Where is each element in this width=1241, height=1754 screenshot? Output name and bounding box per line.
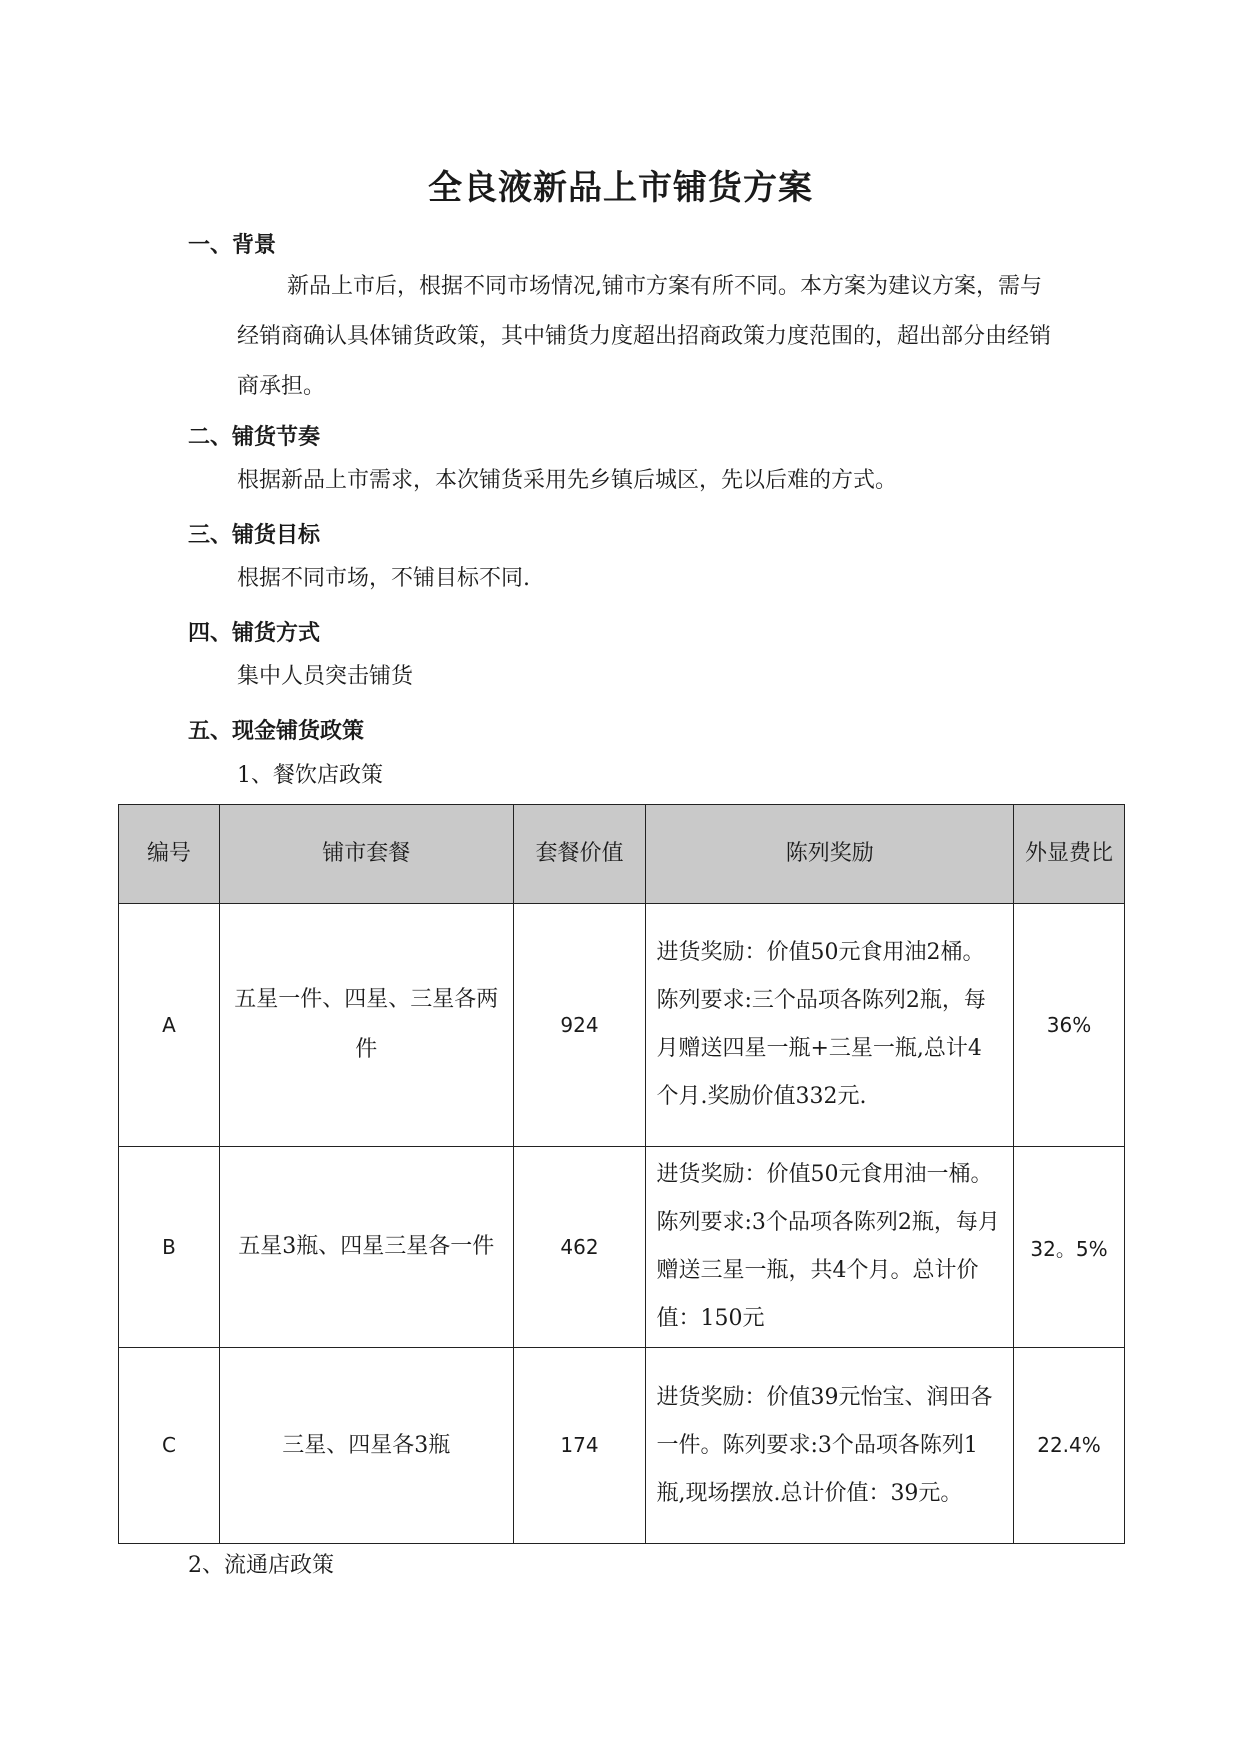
section-heading-target: 三、铺货目标 xyxy=(188,523,321,548)
cell-id: C xyxy=(119,1348,220,1544)
header-package: 铺市套餐 xyxy=(219,805,513,904)
cell-value: 174 xyxy=(513,1348,646,1544)
section-heading-cash-policy: 五、现金铺货政策 xyxy=(188,719,365,744)
section-body-background xyxy=(237,262,1057,412)
table-row xyxy=(119,1147,1125,1348)
subheading-retail-policy: 2、流通店政策 xyxy=(188,1553,334,1578)
section-body-rhythm: 根据新品上市需求，本次铺货采用先乡镇后城区，先以后难的方式。 xyxy=(237,468,898,493)
cell-package: 五星一件、四星、三星各两件 xyxy=(219,904,513,1147)
table-header-row xyxy=(119,805,1125,904)
header-reward: 陈列奖励 xyxy=(646,805,1014,904)
section-body-method: 集中人员突击铺货 xyxy=(237,664,414,689)
document-title: 全良液新品上市铺货方案 xyxy=(428,168,813,208)
cell-ratio: 22.4% xyxy=(1014,1348,1125,1544)
cell-id: B xyxy=(119,1147,220,1348)
header-ratio: 外显费比 xyxy=(1014,805,1125,904)
cell-ratio: 32。5% xyxy=(1014,1147,1125,1348)
table-row xyxy=(119,1348,1125,1544)
cell-package: 三星、四星各3瓶 xyxy=(219,1348,513,1544)
section-heading-rhythm: 二、铺货节奏 xyxy=(188,425,321,450)
cell-ratio: 36% xyxy=(1014,904,1125,1147)
header-id: 编号 xyxy=(119,805,220,904)
cell-id: A xyxy=(119,904,220,1147)
section-body-target: 根据不同市场，不铺目标不同. xyxy=(237,566,530,591)
cell-reward: 进货奖励：价值39元怡宝、润田各一件。陈列要求:3个品项各陈列1瓶,现场摆放.总计价值：39元。 xyxy=(646,1348,1014,1544)
cell-package: 五星3瓶、四星三星各一件 xyxy=(219,1147,513,1348)
section-heading-background: 一、背景 xyxy=(188,233,277,258)
table-row xyxy=(119,904,1125,1147)
cell-value: 462 xyxy=(513,1147,646,1348)
header-value: 套餐价值 xyxy=(513,805,646,904)
cell-reward: 进货奖励：价值50元食用油一桶。陈列要求:3个品项各陈列2瓶，每月赠送三星一瓶，共4个月。总计价值：150元 xyxy=(646,1147,1014,1348)
subheading-restaurant-policy: 1、餐饮店政策 xyxy=(237,763,383,788)
section-heading-method: 四、铺货方式 xyxy=(188,621,321,646)
cell-value: 924 xyxy=(513,904,646,1147)
restaurant-policy-table xyxy=(118,804,1125,1544)
cell-reward: 进货奖励：价值50元食用油2桶。陈列要求:三个品项各陈列2瓶，每月赠送四星一瓶+三星一瓶,总计4个月.奖励价值332元. xyxy=(646,904,1014,1147)
background-text: 新品上市后，根据不同市场情况,铺市方案有所不同。本方案为建议方案，需与经销商确认具体铺货政策，其中铺货力度超出招商政策力度范围的，超出部分由经销商承担。 xyxy=(237,274,1052,399)
